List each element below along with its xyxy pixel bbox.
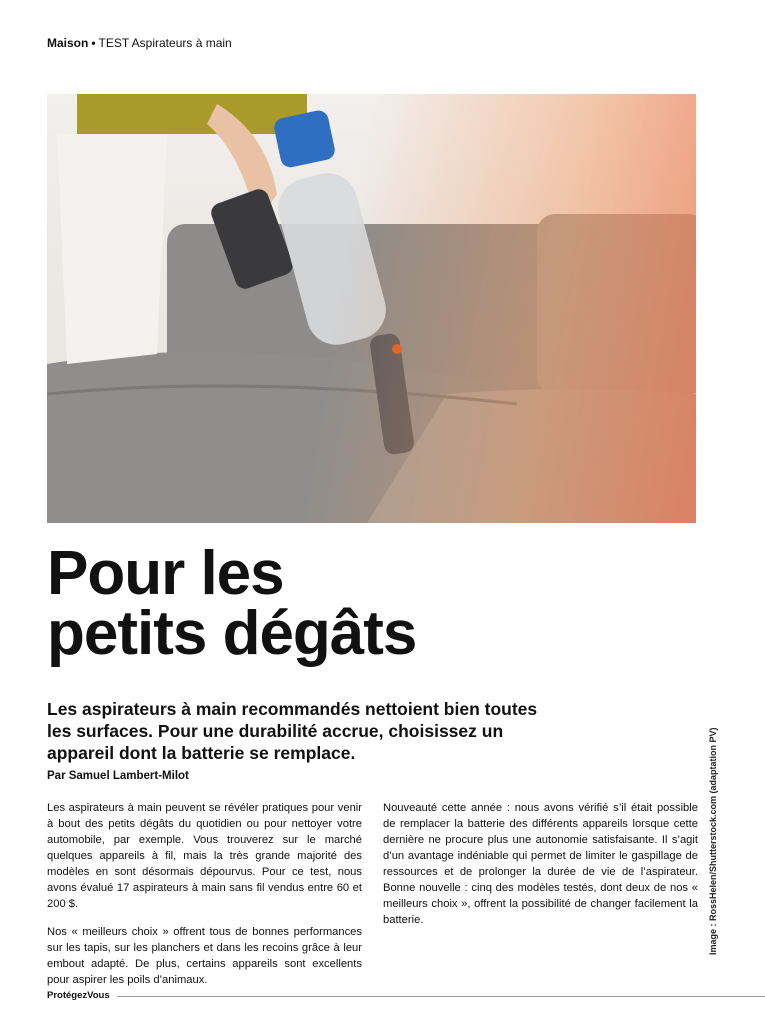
body-paragraph: Nos « meilleurs choix » offrent tous de bonnes performances sur les tapis, sur les planchers et dans les recoins grâce à leur embout adapté. De plus, certains appareils sont excellents pour aspirer les poils d’animaux.: [47, 926, 362, 986]
image-credit: Image : RossHelen/Shutterstock.com (adaptation PV): [708, 727, 718, 955]
hero-image: [47, 94, 696, 523]
footer-brand: ProtégezVous: [47, 990, 110, 1001]
body-column-right: [383, 800, 698, 940]
byline: Par Samuel Lambert-Milot: [47, 770, 189, 782]
body-paragraph: Les aspirateurs à main peuvent se révéler pratiques pour venir à bout des petits dégâts du quotidien ou pour nettoyer votre automobile, par exemple. Vous trouverez sur le marché quelques appareils à fil, mais la très grande majorité des modèles en sont désormais dépourvus. Pour ce test, nous avons évalué 17 aspirateurs à main sans fil vendus entre 60 et 200 $.: [47, 802, 362, 910]
footer-rule: [117, 996, 765, 997]
breadcrumb: [47, 36, 232, 50]
person-pants: [57, 134, 167, 364]
body-paragraph: Nouveauté cette année : nous avons vérifié s’il était possible de remplacer la batterie des différents appareils lorsque cette dernière ne procure plus une autonomie satisfaisante. Il s’agit d’un avantage indéniable qui permet de limiter le gaspillage de ressources et de prolonger la durée de vie de l’aspirateur. Bonne nouvelle : cinq des modèles testés, dont deux de nos « meilleurs choix », offrent la possibilité de changer facilement la batterie.: [383, 802, 698, 926]
sofa-back-cushion-right: [537, 214, 696, 394]
page-title: [47, 539, 707, 668]
breadcrumb-topic[interactable]: TEST Aspirateurs à main: [98, 36, 232, 50]
breadcrumb-separator: •: [91, 36, 96, 50]
hero-photo-illustration: [47, 94, 696, 523]
deck-line-3: appareil dont la batterie se remplace.: [47, 743, 356, 763]
deck-line-2: les surfaces. Pour une durabilité accrue, choisissez un: [47, 721, 504, 741]
title-line-1: Pour les: [47, 539, 284, 608]
breadcrumb-section[interactable]: Maison: [47, 36, 89, 50]
page-footer: [47, 990, 765, 1004]
title-line-2: petits dégâts: [47, 599, 417, 668]
vacuum-release-button: [392, 344, 402, 354]
body-column-left: [47, 800, 362, 1000]
article-deck: [47, 698, 557, 764]
deck-line-1: Les aspirateurs à main recommandés nettoient bien toutes: [47, 699, 538, 719]
person-shirt: [77, 94, 307, 134]
